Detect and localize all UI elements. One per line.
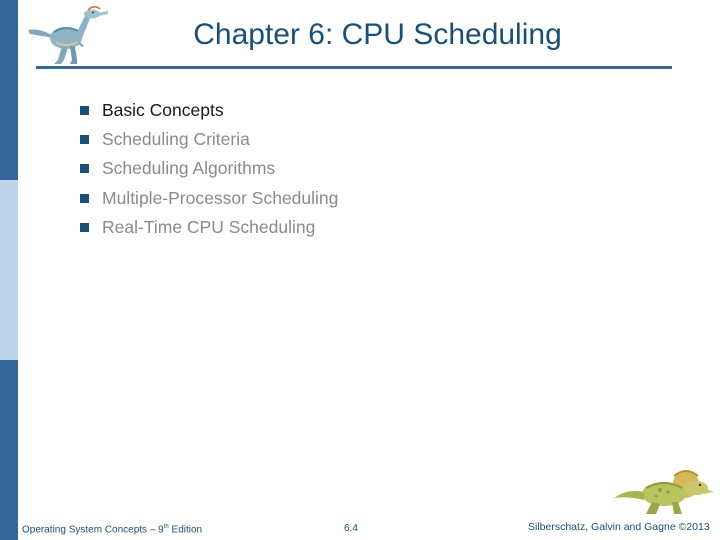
square-bullet-icon <box>80 164 89 173</box>
footer-authors: Silberschatz, Galvin and Gagne ©2013 <box>528 521 710 533</box>
left-band-top <box>0 0 18 180</box>
footer-page-number: 6.4 <box>344 523 358 534</box>
bullet-text: Basic Concepts <box>102 100 224 121</box>
square-bullet-icon <box>80 135 89 144</box>
bullet-text: Scheduling Criteria <box>102 129 250 150</box>
bullet-item <box>80 96 338 125</box>
bullet-item <box>80 125 338 154</box>
bullet-item <box>80 213 338 242</box>
footer-book-suffix: Edition <box>168 524 203 536</box>
footer-book-prefix: Operating System Concepts – 9 <box>22 524 164 536</box>
dinosaur-icon <box>24 4 112 68</box>
footer-divider <box>18 516 720 517</box>
left-accent-band <box>0 0 18 540</box>
left-band-middle <box>0 180 18 360</box>
footer-book-title <box>22 524 202 535</box>
bullet-item <box>80 184 338 213</box>
square-bullet-icon <box>80 106 89 115</box>
bullet-text: Real-Time CPU Scheduling <box>102 216 316 237</box>
bullet-text: Scheduling Algorithms <box>102 158 276 179</box>
footer-book-superscript: th <box>163 524 169 530</box>
square-bullet-icon <box>80 194 89 203</box>
bullet-list <box>80 96 338 242</box>
bullet-text: Multiple-Processor Scheduling <box>102 187 339 208</box>
title-divider <box>36 66 672 69</box>
square-bullet-icon <box>80 223 89 232</box>
bullet-item <box>80 154 338 183</box>
left-band-bottom <box>0 360 18 540</box>
slide-title: Chapter 6: CPU Scheduling <box>193 18 562 51</box>
dinosaur-icon <box>612 462 716 518</box>
